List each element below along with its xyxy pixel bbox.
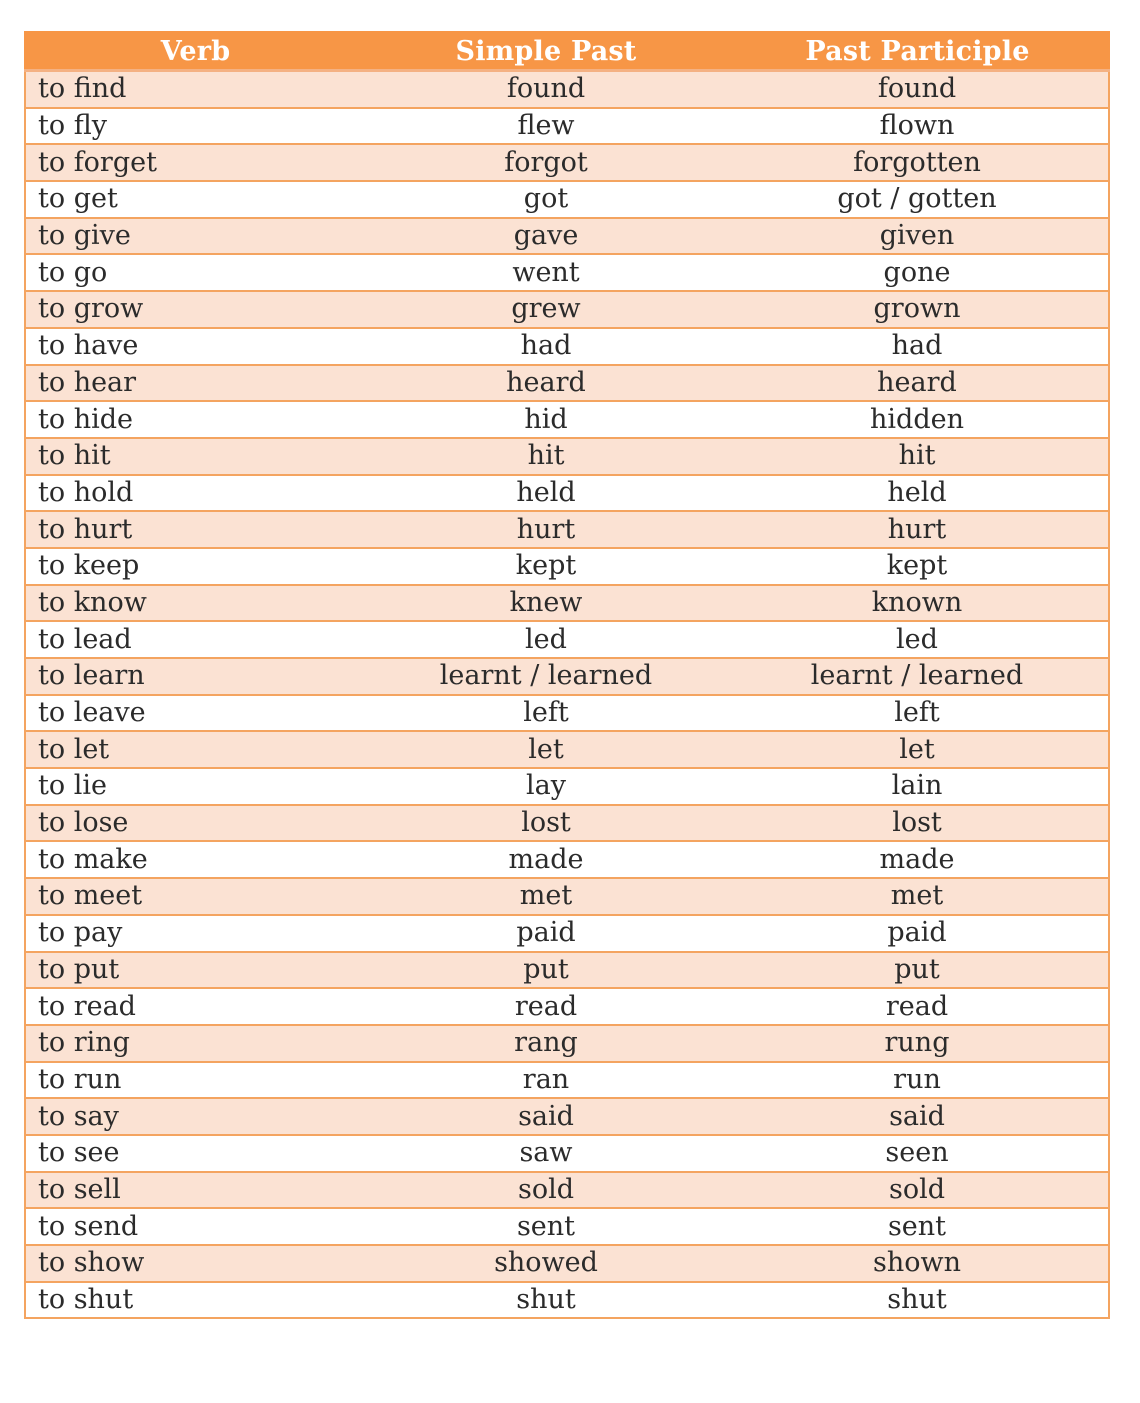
verb-cell: to hold bbox=[25, 475, 366, 512]
past-participle-cell: sold bbox=[726, 1172, 1109, 1209]
table-row bbox=[25, 511, 1109, 548]
verb-cell: to learn bbox=[25, 658, 366, 695]
table-row bbox=[25, 328, 1109, 365]
simple-past-cell: learnt / learned bbox=[366, 658, 726, 695]
verb-cell: to know bbox=[25, 585, 366, 622]
irregular-verbs-table bbox=[24, 31, 1110, 1319]
simple-past-cell: hit bbox=[366, 438, 726, 475]
past-participle-cell: had bbox=[726, 328, 1109, 365]
simple-past-cell: lost bbox=[366, 805, 726, 842]
table-row bbox=[25, 915, 1109, 952]
simple-past-cell: found bbox=[366, 71, 726, 108]
simple-past-cell: sold bbox=[366, 1172, 726, 1209]
simple-past-cell: ran bbox=[366, 1062, 726, 1099]
past-participle-cell: grown bbox=[726, 291, 1109, 328]
header-past-participle: Past Participle bbox=[726, 32, 1109, 71]
past-participle-cell: said bbox=[726, 1098, 1109, 1135]
past-participle-cell: found bbox=[726, 71, 1109, 108]
verb-cell: to shut bbox=[25, 1282, 366, 1319]
verb-cell: to have bbox=[25, 328, 366, 365]
simple-past-cell: hurt bbox=[366, 511, 726, 548]
simple-past-cell: had bbox=[366, 328, 726, 365]
table-row bbox=[25, 768, 1109, 805]
table-row bbox=[25, 291, 1109, 328]
table-row bbox=[25, 952, 1109, 989]
simple-past-cell: made bbox=[366, 841, 726, 878]
simple-past-cell: said bbox=[366, 1098, 726, 1135]
past-participle-cell: put bbox=[726, 952, 1109, 989]
past-participle-cell: hurt bbox=[726, 511, 1109, 548]
simple-past-cell: went bbox=[366, 254, 726, 291]
past-participle-cell: flown bbox=[726, 108, 1109, 145]
table-row bbox=[25, 218, 1109, 255]
verb-cell: to pay bbox=[25, 915, 366, 952]
past-participle-cell: made bbox=[726, 841, 1109, 878]
verb-cell: to put bbox=[25, 952, 366, 989]
simple-past-cell: paid bbox=[366, 915, 726, 952]
verb-cell: to grow bbox=[25, 291, 366, 328]
table-row bbox=[25, 475, 1109, 512]
simple-past-cell: grew bbox=[366, 291, 726, 328]
simple-past-cell: met bbox=[366, 878, 726, 915]
table-row bbox=[25, 108, 1109, 145]
past-participle-cell: shown bbox=[726, 1245, 1109, 1282]
past-participle-cell: lost bbox=[726, 805, 1109, 842]
verb-cell: to lose bbox=[25, 805, 366, 842]
table-row bbox=[25, 1025, 1109, 1062]
simple-past-cell: saw bbox=[366, 1135, 726, 1172]
verb-cell: to show bbox=[25, 1245, 366, 1282]
simple-past-cell: rang bbox=[366, 1025, 726, 1062]
simple-past-cell: showed bbox=[366, 1245, 726, 1282]
table-row bbox=[25, 805, 1109, 842]
simple-past-cell: flew bbox=[366, 108, 726, 145]
verb-cell: to sell bbox=[25, 1172, 366, 1209]
past-participle-cell: forgotten bbox=[726, 144, 1109, 181]
past-participle-cell: hit bbox=[726, 438, 1109, 475]
table-row bbox=[25, 988, 1109, 1025]
table-row bbox=[25, 401, 1109, 438]
past-participle-cell: run bbox=[726, 1062, 1109, 1099]
verb-cell: to lie bbox=[25, 768, 366, 805]
simple-past-cell: knew bbox=[366, 585, 726, 622]
table-row bbox=[25, 1245, 1109, 1282]
verb-cell: to run bbox=[25, 1062, 366, 1099]
past-participle-cell: hidden bbox=[726, 401, 1109, 438]
table-row bbox=[25, 1135, 1109, 1172]
verb-cell: to hear bbox=[25, 365, 366, 402]
table-row bbox=[25, 71, 1109, 108]
past-participle-cell: got / gotten bbox=[726, 181, 1109, 218]
table-row bbox=[25, 1098, 1109, 1135]
simple-past-cell: hid bbox=[366, 401, 726, 438]
simple-past-cell: shut bbox=[366, 1282, 726, 1319]
header-row bbox=[25, 32, 1109, 71]
past-participle-cell: gone bbox=[726, 254, 1109, 291]
verb-cell: to send bbox=[25, 1208, 366, 1245]
simple-past-cell: held bbox=[366, 475, 726, 512]
verb-cell: to meet bbox=[25, 878, 366, 915]
verb-cell: to keep bbox=[25, 548, 366, 585]
verb-cell: to hide bbox=[25, 401, 366, 438]
table-row bbox=[25, 1282, 1109, 1319]
simple-past-cell: led bbox=[366, 621, 726, 658]
table-body bbox=[25, 71, 1109, 1319]
table-row bbox=[25, 1172, 1109, 1209]
table-row bbox=[25, 1208, 1109, 1245]
table-row bbox=[25, 1062, 1109, 1099]
past-participle-cell: heard bbox=[726, 365, 1109, 402]
verb-cell: to make bbox=[25, 841, 366, 878]
verb-cell: to say bbox=[25, 1098, 366, 1135]
verb-cell: to give bbox=[25, 218, 366, 255]
verb-cell: to find bbox=[25, 71, 366, 108]
past-participle-cell: left bbox=[726, 695, 1109, 732]
table-row bbox=[25, 548, 1109, 585]
past-participle-cell: led bbox=[726, 621, 1109, 658]
table-row bbox=[25, 254, 1109, 291]
verb-cell: to read bbox=[25, 988, 366, 1025]
table-row bbox=[25, 841, 1109, 878]
past-participle-cell: rung bbox=[726, 1025, 1109, 1062]
table-header bbox=[25, 32, 1109, 71]
past-participle-cell: kept bbox=[726, 548, 1109, 585]
header-verb: Verb bbox=[25, 32, 366, 71]
verb-cell: to forget bbox=[25, 144, 366, 181]
past-participle-cell: lain bbox=[726, 768, 1109, 805]
verb-cell: to fly bbox=[25, 108, 366, 145]
table-row bbox=[25, 181, 1109, 218]
past-participle-cell: held bbox=[726, 475, 1109, 512]
table-row bbox=[25, 585, 1109, 622]
table-row bbox=[25, 658, 1109, 695]
table-row bbox=[25, 731, 1109, 768]
table-row bbox=[25, 695, 1109, 732]
table-row bbox=[25, 621, 1109, 658]
table-row bbox=[25, 438, 1109, 475]
past-participle-cell: given bbox=[726, 218, 1109, 255]
past-participle-cell: seen bbox=[726, 1135, 1109, 1172]
simple-past-cell: lay bbox=[366, 768, 726, 805]
simple-past-cell: gave bbox=[366, 218, 726, 255]
past-participle-cell: read bbox=[726, 988, 1109, 1025]
past-participle-cell: known bbox=[726, 585, 1109, 622]
verb-cell: to get bbox=[25, 181, 366, 218]
past-participle-cell: sent bbox=[726, 1208, 1109, 1245]
table-row bbox=[25, 878, 1109, 915]
verb-cell: to go bbox=[25, 254, 366, 291]
verb-cell: to ring bbox=[25, 1025, 366, 1062]
simple-past-cell: left bbox=[366, 695, 726, 732]
past-participle-cell: learnt / learned bbox=[726, 658, 1109, 695]
table-row bbox=[25, 144, 1109, 181]
simple-past-cell: read bbox=[366, 988, 726, 1025]
simple-past-cell: put bbox=[366, 952, 726, 989]
verb-cell: to hurt bbox=[25, 511, 366, 548]
simple-past-cell: kept bbox=[366, 548, 726, 585]
verb-cell: to see bbox=[25, 1135, 366, 1172]
verb-cell: to lead bbox=[25, 621, 366, 658]
verb-cell: to leave bbox=[25, 695, 366, 732]
header-simple-past: Simple Past bbox=[366, 32, 726, 71]
past-participle-cell: paid bbox=[726, 915, 1109, 952]
simple-past-cell: let bbox=[366, 731, 726, 768]
verb-cell: to hit bbox=[25, 438, 366, 475]
table-row bbox=[25, 365, 1109, 402]
verb-cell: to let bbox=[25, 731, 366, 768]
simple-past-cell: heard bbox=[366, 365, 726, 402]
past-participle-cell: shut bbox=[726, 1282, 1109, 1319]
past-participle-cell: met bbox=[726, 878, 1109, 915]
past-participle-cell: let bbox=[726, 731, 1109, 768]
simple-past-cell: got bbox=[366, 181, 726, 218]
simple-past-cell: sent bbox=[366, 1208, 726, 1245]
simple-past-cell: forgot bbox=[366, 144, 726, 181]
